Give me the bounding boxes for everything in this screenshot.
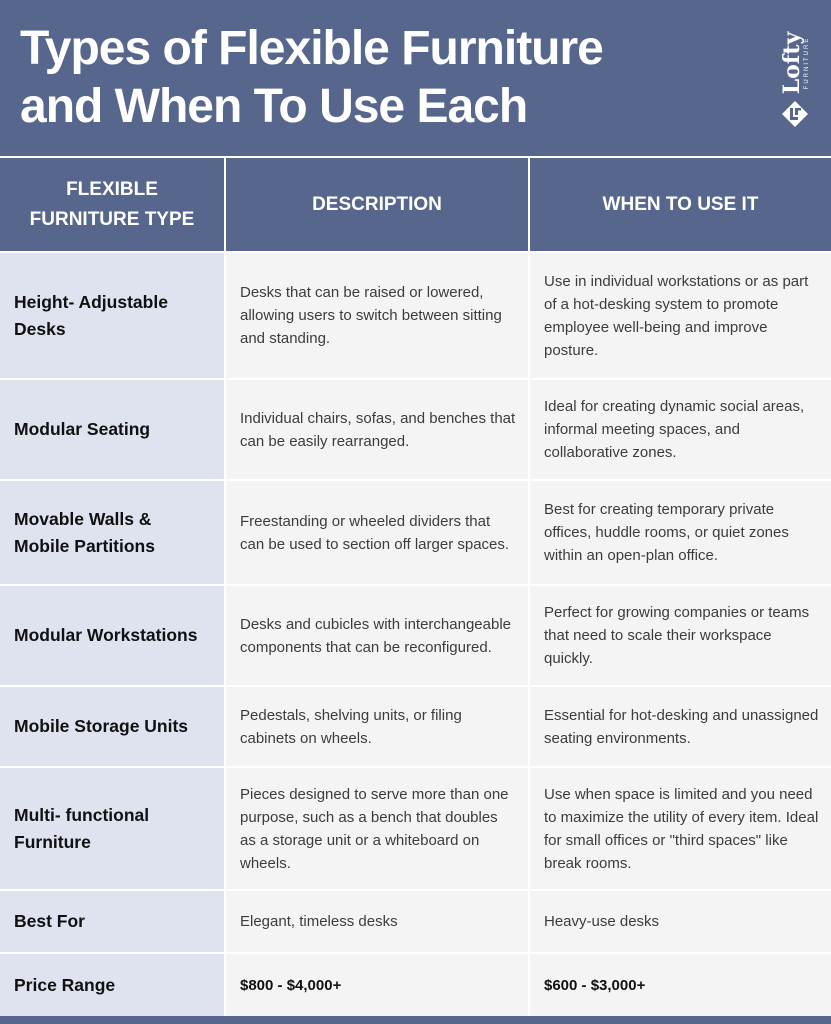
table-row (0, 686, 831, 767)
page-title (20, 20, 720, 136)
column-header-type-line-1: FLEXIBLE (66, 178, 158, 200)
row-when: $600 - $3,000+ (529, 953, 831, 1016)
row-description: Desks and cubicles with interchangeable components that can be reconfigured. (225, 585, 529, 686)
table-row (0, 767, 831, 890)
column-header-when: WHEN TO USE IT (529, 157, 831, 252)
row-description: Pieces designed to serve more than one purpose, such as a bench that doubles as a storage unit or a whiteboard on wheels. (225, 767, 529, 890)
row-type: Mobile Storage Units (0, 686, 225, 767)
row-description: Individual chairs, sofas, and benches that can be easily rearranged. (225, 379, 529, 480)
table-row (0, 480, 831, 585)
row-type: Modular Workstations (0, 585, 225, 686)
table-header-row (0, 157, 831, 252)
row-type: Modular Seating (0, 379, 225, 480)
row-when: Essential for hot-desking and unassigned seating environments. (529, 686, 831, 767)
row-description: Desks that can be raised or lowered, allowing users to switch between sitting and standing. (225, 252, 529, 379)
lofty-logo (772, 18, 818, 130)
row-description: Pedestals, shelving units, or filing cabinets on wheels. (225, 686, 529, 767)
row-description: $800 - $4,000+ (225, 953, 529, 1016)
row-type: Price Range (0, 953, 225, 1016)
column-header-type (0, 157, 225, 252)
row-type: Best For (0, 890, 225, 953)
table-row (0, 953, 831, 1016)
row-when: Use when space is limited and you need to maximize the utility of every item. Ideal for small offices or "third spaces" like break rooms. (529, 767, 831, 890)
title-line-1: Types of Flexible Furniture (20, 22, 603, 75)
title-line-2: and When To Use Each (20, 80, 528, 133)
row-type: Height- Adjustable Desks (0, 252, 225, 379)
table-row (0, 890, 831, 953)
row-type: Multi- functional Furniture (0, 767, 225, 890)
row-type: Movable Walls & Mobile Partitions (0, 480, 225, 585)
furniture-table (0, 156, 831, 1016)
logo-name: Lofty (779, 31, 805, 95)
row-when: Heavy-use desks (529, 890, 831, 953)
page-header (0, 0, 831, 156)
row-when: Ideal for creating dynamic social areas, informal meeting spaces, and collaborative zones. (529, 379, 831, 480)
column-header-type-line-2: FURNITURE TYPE (29, 208, 195, 230)
table-row (0, 585, 831, 686)
row-description: Elegant, timeless desks (225, 890, 529, 953)
logo-wordmark (781, 13, 811, 113)
row-when: Use in individual workstations or as part of a hot-desking system to promote employee well-being and improve posture. (529, 252, 831, 379)
lofty-mark-icon (781, 100, 809, 128)
table-row (0, 379, 831, 480)
column-header-description: DESCRIPTION (225, 157, 529, 252)
table-row (0, 252, 831, 379)
row-when: Best for creating temporary private offices, huddle rooms, or quiet zones within an open-plan office. (529, 480, 831, 585)
logo-subtitle: FURNITURE (804, 36, 810, 90)
row-description: Freestanding or wheeled dividers that can be used to section off larger spaces. (225, 480, 529, 585)
row-when: Perfect for growing companies or teams that need to scale their workspace quickly. (529, 585, 831, 686)
